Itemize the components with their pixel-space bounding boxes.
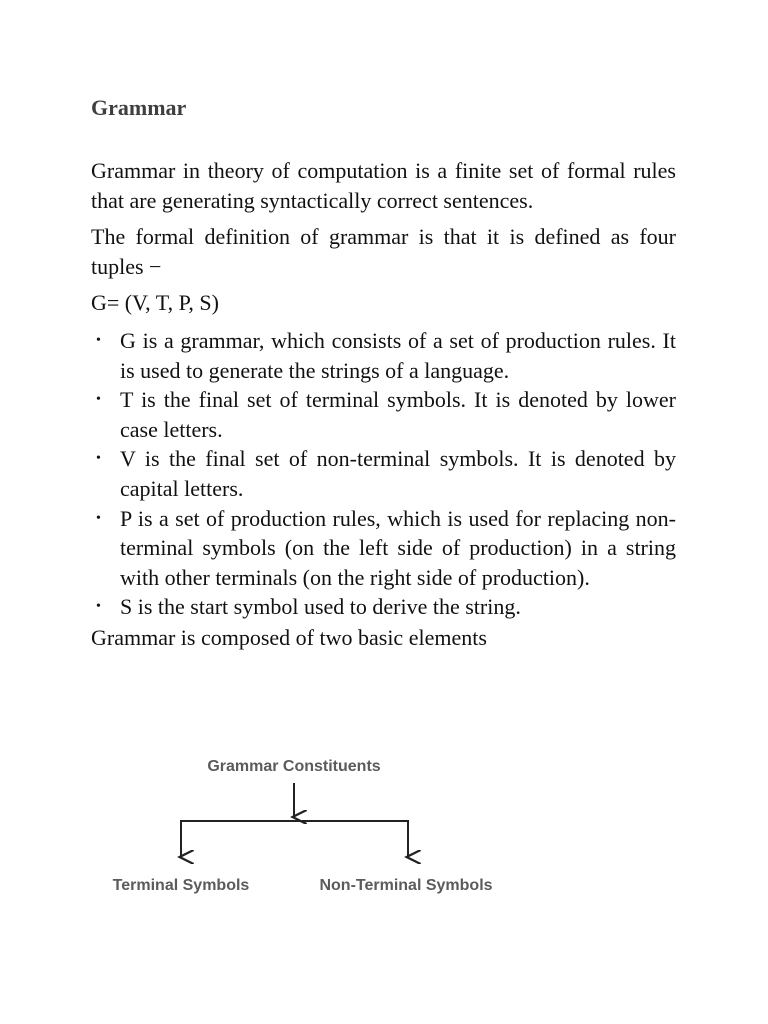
list-item-v	[91, 444, 676, 503]
intro-paragraph: Grammar in theory of computation is a finite set of formal rules that are generating syntactically correct sentences.	[91, 158, 676, 213]
bullet-icon: •	[96, 333, 101, 348]
list-item-s	[91, 592, 676, 622]
list-item-text: S is the start symbol used to derive the string.	[120, 594, 521, 620]
bullet-icon: •	[96, 510, 101, 526]
bullet-icon: •	[96, 451, 101, 467]
list-item-text: T is the final set of terminal symbols. It is denoted by lower case letters.	[120, 387, 676, 442]
diagram-right-child-label: Non-Terminal Symbols	[319, 877, 493, 894]
bullet-icon: •	[96, 599, 101, 615]
page-title: Grammar	[91, 95, 187, 120]
bullet-icon: •	[96, 392, 101, 408]
list-item-p	[91, 504, 676, 593]
closing-paragraph: Grammar is composed of two basic elements	[91, 624, 487, 650]
list-item-g	[91, 326, 676, 385]
document-page	[91, 93, 676, 653]
list-item-text: P is a set of production rules, which is used for replacing non-terminal symbols (on the left side of production) in a string with other terminals (on the right side of production).	[120, 505, 676, 590]
grammar-tuple-formula: G= (V, T, P, S)	[91, 290, 219, 315]
list-item-text: G is a grammar, which consists of a set of production rules. It is used to generate the strings of a language.	[120, 328, 676, 383]
definition-paragraph: The formal definition of grammar is that it is defined as four tuples −	[91, 224, 676, 279]
diagram-left-child-label: Terminal Symbols	[112, 877, 250, 894]
diagram-root-label: Grammar Constituents	[207, 758, 381, 775]
list-item-t	[91, 385, 676, 444]
grammar-constituents-diagram	[100, 750, 520, 910]
tuple-definition-list	[91, 326, 676, 622]
list-item-text: V is the final set of non-terminal symbols. It is denoted by capital letters.	[120, 446, 676, 501]
